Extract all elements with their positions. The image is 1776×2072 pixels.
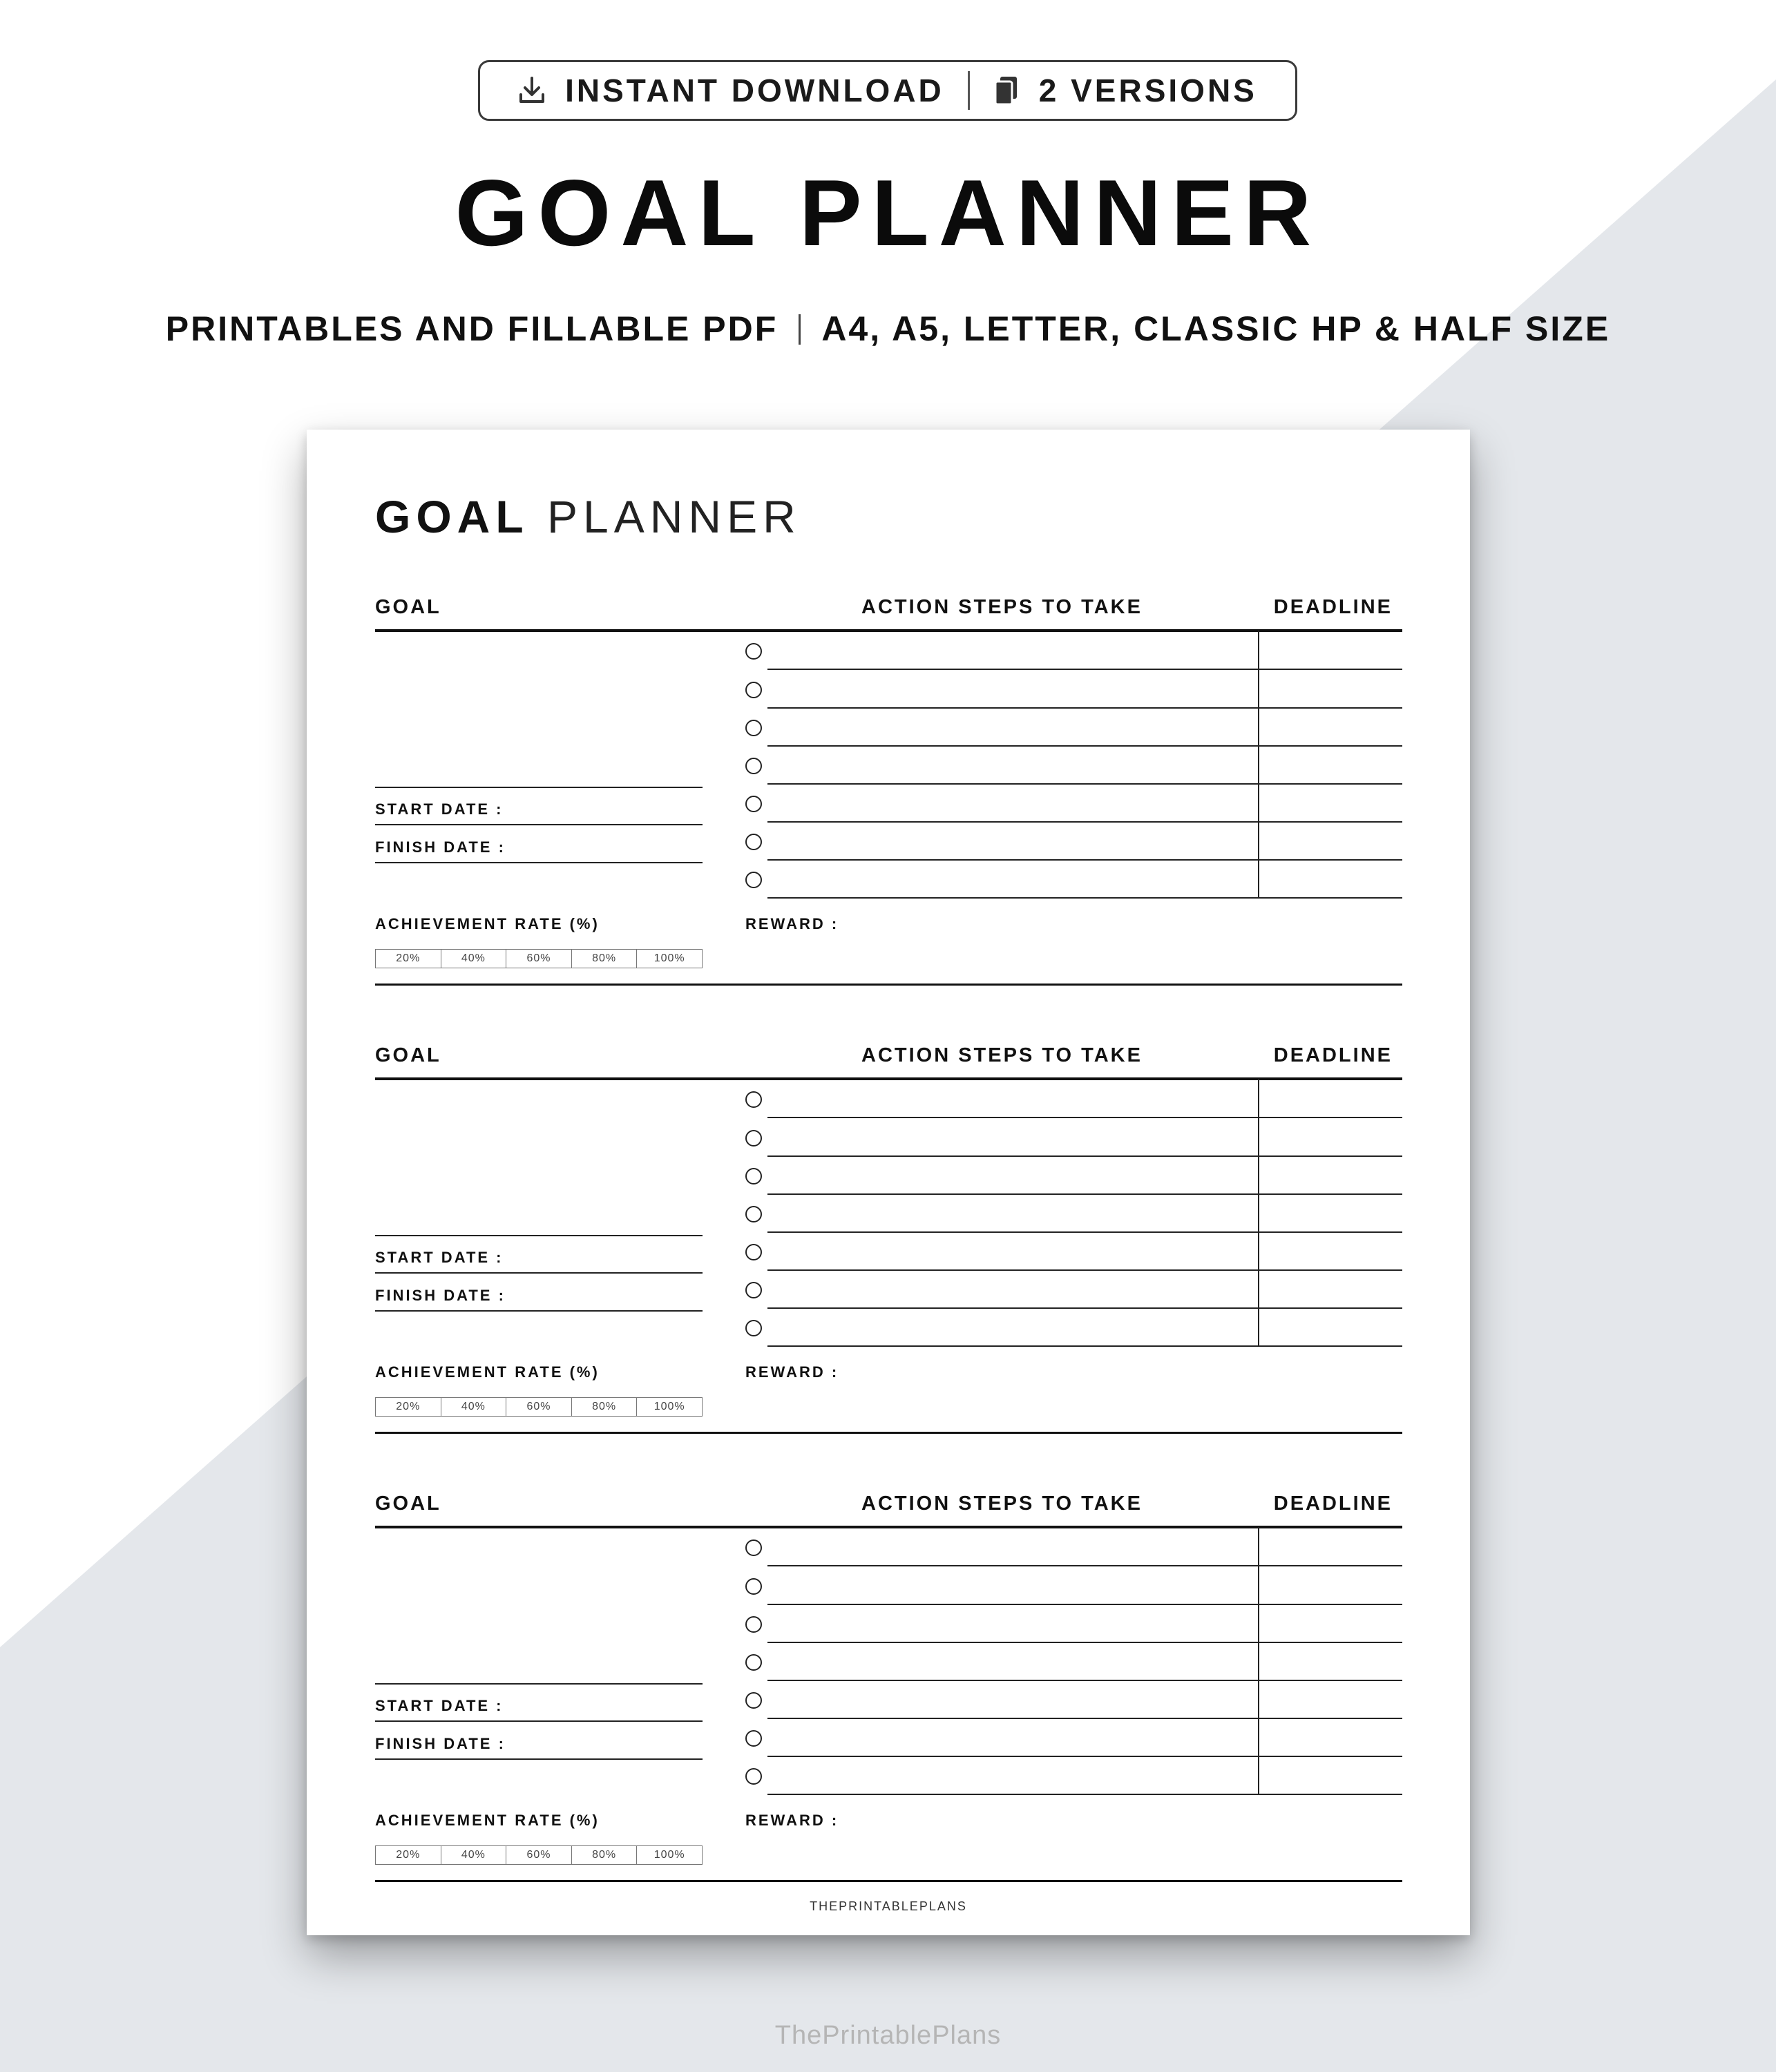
finish-date-label: FINISH DATE : [375,1287,506,1304]
start-date-field[interactable] [375,1235,703,1272]
planner-sheet [307,430,1470,1935]
goal-box-bottom-rule [375,1683,703,1685]
watermark: ThePrintablePlans [774,2021,1002,2050]
step-checkbox[interactable] [745,1130,762,1147]
achievement-rate-label: ACHIEVEMENT RATE (%) [375,1363,600,1381]
start-date-label: START DATE : [375,800,504,818]
goal-header: GOAL [375,596,441,618]
step-checkbox[interactable] [745,796,762,812]
action-step-row [375,1080,1402,1118]
finish-date-label: FINISH DATE : [375,838,506,856]
step-checkbox[interactable] [745,834,762,850]
achievement-rate-label: ACHIEVEMENT RATE (%) [375,915,600,932]
page-subtitle [0,308,1776,349]
step-write-line[interactable] [767,1345,1259,1347]
rate-cell[interactable]: 40% [441,1398,507,1416]
action-step-row [375,861,1402,899]
action-step-row [375,1528,1402,1566]
deadline-write-line[interactable] [1259,1345,1402,1347]
rate-cell[interactable]: 20% [376,950,441,968]
finish-date-field[interactable] [375,1273,703,1310]
rate-cell[interactable]: 60% [506,950,572,968]
step-checkbox[interactable] [745,1244,762,1260]
start-date-field[interactable] [375,787,703,824]
deadline-header: DEADLINE [1273,1493,1393,1515]
rate-cell[interactable]: 40% [441,1846,507,1864]
step-checkbox[interactable] [745,1091,762,1108]
achievement-rate-scale [375,1845,703,1865]
goal-header: GOAL [375,1044,441,1066]
achievement-rate-label: ACHIEVEMENT RATE (%) [375,1812,600,1829]
action-step-row [375,1195,1402,1233]
action-step-row [375,709,1402,747]
step-write-line[interactable] [767,1565,1259,1566]
versions-badge [993,72,1257,109]
sheet-title-light: PLANNER [547,491,801,542]
deadline-write-line[interactable] [1259,669,1402,670]
goal-box-bottom-rule [375,787,703,788]
step-checkbox[interactable] [745,1539,762,1556]
rate-cell[interactable]: 20% [376,1398,441,1416]
sheet-title-bold: GOAL [375,491,529,542]
action-steps-header: ACTION STEPS TO TAKE [861,1493,1143,1515]
rate-cell[interactable]: 100% [653,1849,685,1861]
rate-cell[interactable]: 60% [506,1846,572,1864]
rate-cell[interactable]: 40% [441,950,507,968]
start-date-field[interactable] [375,1683,703,1720]
finish-date-rule [375,1758,703,1760]
rate-cell[interactable]: 80% [572,1846,638,1864]
deadline-write-line[interactable] [1259,1117,1402,1118]
rate-cell[interactable]: 100% [653,952,685,964]
step-checkbox[interactable] [745,682,762,698]
step-write-line[interactable] [767,669,1259,670]
rate-cell[interactable]: 20% [376,1846,441,1864]
subtitle-formats: PRINTABLES AND FILLABLE PDF [165,309,779,348]
goal-header: GOAL [375,1493,441,1515]
finish-date-rule [375,1310,703,1312]
deadline-write-line[interactable] [1259,1565,1402,1566]
step-checkbox[interactable] [745,1730,762,1747]
instant-download-label: INSTANT DOWNLOAD [565,73,944,108]
start-date-label: START DATE : [375,1697,504,1714]
subtitle-divider [799,314,801,345]
action-steps-header: ACTION STEPS TO TAKE [861,596,1143,618]
download-icon [518,75,546,106]
rate-cell[interactable]: 80% [572,950,638,968]
banner-pill [478,60,1297,121]
reward-label: REWARD : [745,1363,839,1381]
section-bottom-rule [375,984,1402,986]
step-checkbox[interactable] [745,1692,762,1709]
step-checkbox[interactable] [745,1654,762,1671]
deadline-write-line[interactable] [1259,897,1402,899]
subtitle-sizes: A4, A5, LETTER, CLASSIC HP & HALF SIZE [821,309,1611,348]
instant-download-badge [518,72,944,109]
step-checkbox[interactable] [745,872,762,888]
step-checkbox[interactable] [745,1768,762,1785]
goal-box-bottom-rule [375,1235,703,1236]
step-checkbox[interactable] [745,720,762,736]
documents-icon [993,75,1020,106]
step-write-line[interactable] [767,1117,1259,1118]
step-write-line[interactable] [767,1794,1259,1795]
reward-label: REWARD : [745,915,839,932]
action-step-row [375,1157,1402,1195]
step-checkbox[interactable] [745,1320,762,1336]
step-checkbox[interactable] [745,1206,762,1222]
finish-date-label: FINISH DATE : [375,1735,506,1752]
action-step-row [375,1567,1402,1605]
start-date-label: START DATE : [375,1249,504,1266]
step-checkbox[interactable] [745,1616,762,1633]
page-title: GOAL PLANNER [455,160,1321,265]
finish-date-field[interactable] [375,825,703,862]
action-step-row [375,747,1402,785]
step-write-line[interactable] [767,897,1259,899]
action-step-row [375,1757,1402,1795]
rate-cell[interactable]: 60% [506,1398,572,1416]
rate-cell[interactable]: 100% [653,1401,685,1412]
goal-section [375,595,1402,985]
step-checkbox[interactable] [745,643,762,660]
step-checkbox[interactable] [745,1282,762,1298]
goal-section [375,1491,1402,1881]
goal-section [375,1043,1402,1433]
action-step-row [375,671,1402,709]
action-step-row [375,1119,1402,1157]
action-step-row [375,1605,1402,1643]
deadline-write-line[interactable] [1259,1794,1402,1795]
deadline-header: DEADLINE [1273,1044,1393,1066]
sheet-title [375,489,801,544]
step-checkbox[interactable] [745,1168,762,1184]
banner-divider [968,71,970,110]
finish-date-rule [375,862,703,863]
section-bottom-rule [375,1880,1402,1882]
achievement-rate-scale [375,1397,703,1417]
reward-label: REWARD : [745,1812,839,1829]
action-step-row [375,632,1402,670]
action-steps-header: ACTION STEPS TO TAKE [861,1044,1143,1066]
versions-label: 2 VERSIONS [1038,73,1257,108]
step-checkbox[interactable] [745,1578,762,1595]
achievement-rate-scale [375,949,703,968]
action-step-row [375,1309,1402,1347]
rate-cell[interactable]: 80% [572,1398,638,1416]
sheet-footer: THEPRINTABLEPLANS [810,1899,967,1913]
action-step-row [375,1643,1402,1681]
section-bottom-rule [375,1432,1402,1434]
finish-date-field[interactable] [375,1721,703,1758]
step-checkbox[interactable] [745,758,762,774]
deadline-header: DEADLINE [1273,596,1393,618]
